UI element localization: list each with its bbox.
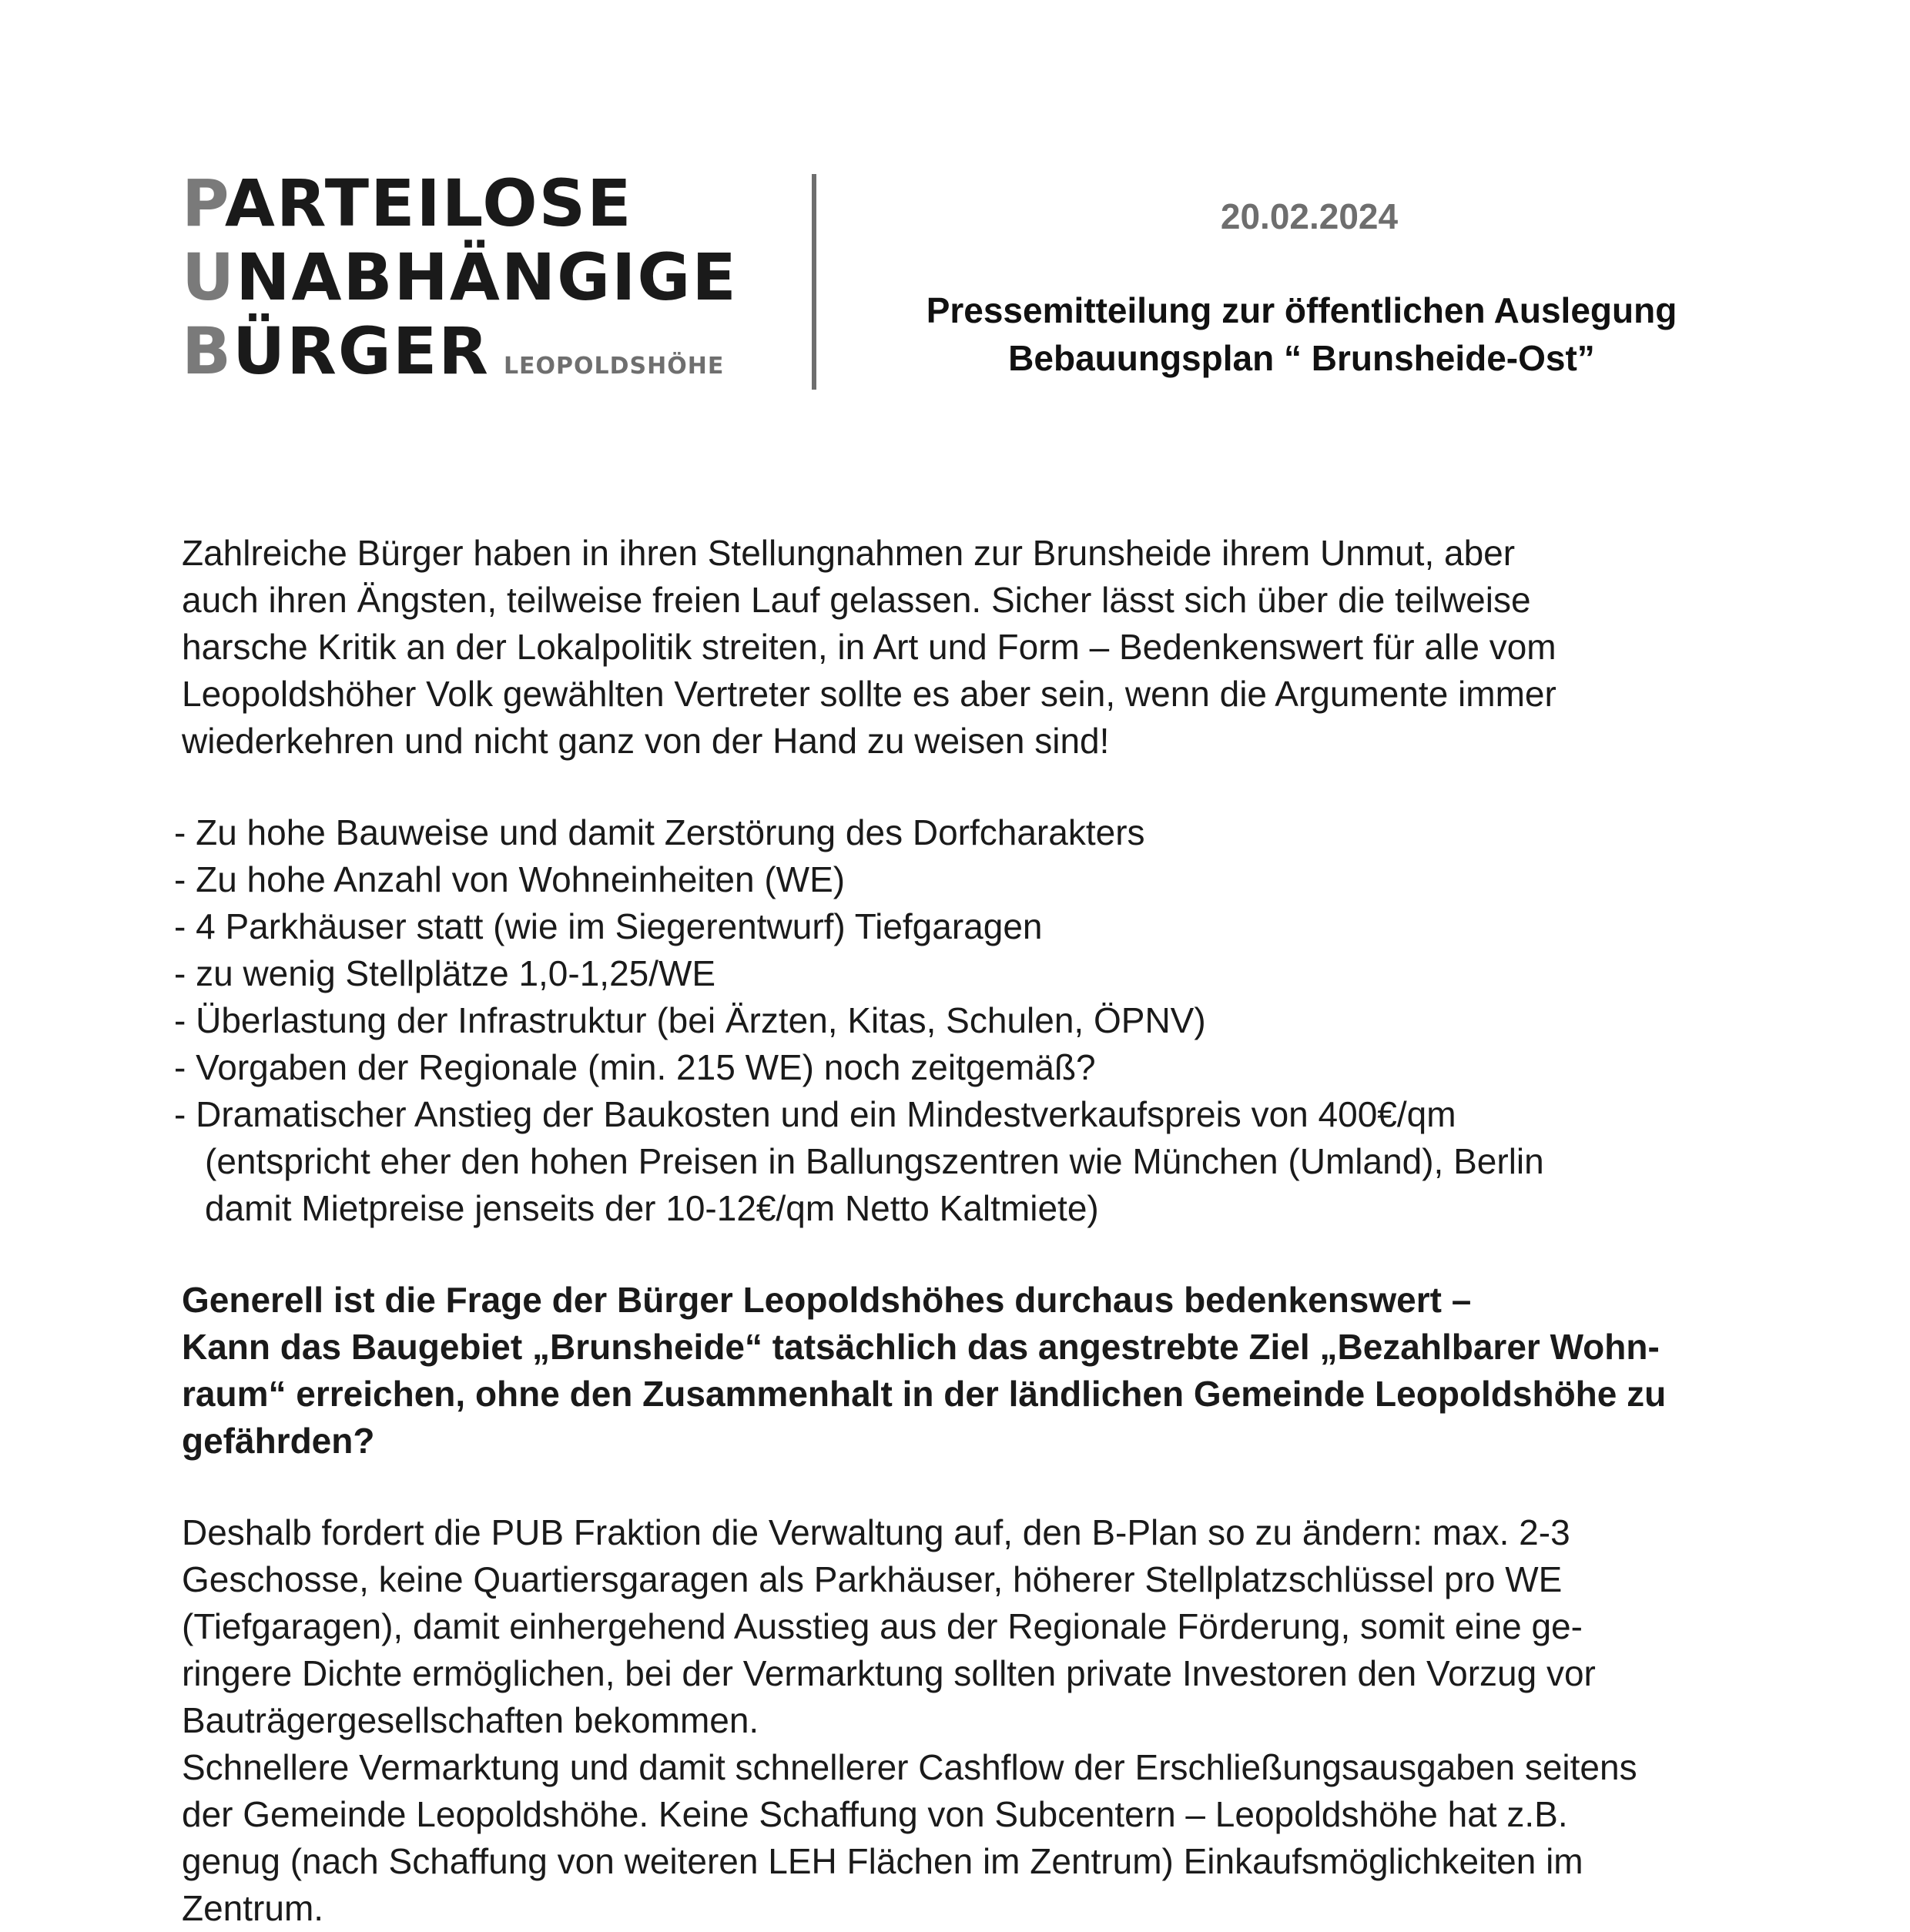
question-paragraph <box>182 1277 1753 1465</box>
intro-line: Leopoldshöher Volk gewählten Vertreter sollte es aber sein, wenn die Argumente immer <box>182 674 1556 714</box>
demands-line: (Tiefgaragen), damit einhergehend Ausstieg aus der Regionale Förderung, somit eine ge- <box>182 1606 1583 1646</box>
logo-line-3 <box>182 313 738 393</box>
logo-line-2 <box>182 239 738 319</box>
press-date: 20.02.2024 <box>1220 196 1399 236</box>
press-title <box>863 286 1741 382</box>
question-line: Generell ist die Frage der Bürger Leopoldshöhes durchaus bedenkenswert – <box>182 1280 1472 1320</box>
logo-initial-u: U <box>182 239 236 315</box>
intro-line: auch ihren Ängsten, teilweise freien Lauf gelassen. Sicher lässt sich über die teilweise <box>182 580 1531 620</box>
list-item: - 4 Parkhäuser statt (wie im Siegerentwurf) Tiefgaragen <box>174 906 1043 946</box>
list-item: - Zu hohe Anzahl von Wohneinheiten (WE) <box>174 859 846 899</box>
press-title-line-1: Pressemitteilung zur öffentlichen Auslegung <box>926 290 1677 330</box>
press-body <box>174 530 1753 1932</box>
list-item: - Überlastung der Infrastruktur (bei Ärzten, Kitas, Schulen, ÖPNV) <box>174 1000 1206 1040</box>
question-line: gefährden? <box>182 1421 375 1461</box>
intro-paragraph <box>182 530 1753 765</box>
demands-line: Schnellere Vermarktung und damit schnellerer Cashflow der Erschließungsausgaben seitens <box>182 1747 1637 1787</box>
demands-line: genug (nach Schaffung von weiteren LEH Flächen im Zentrum) Einkaufsmöglichkeiten im <box>182 1841 1583 1881</box>
demands-line: ringere Dichte ermöglichen, bei der Vermarktung sollten private Investoren den Vorzug vor <box>182 1653 1596 1693</box>
list-item-continuation: damit Mietpreise jenseits der 10-12€/qm Netto Kaltmiete) <box>205 1188 1099 1228</box>
list-item-continuation: (entspricht eher den hohen Preisen in Ballungszentren wie München (Umland), Berlin <box>205 1141 1544 1181</box>
demands-line: Zentrum. <box>182 1888 324 1928</box>
intro-line: harsche Kritik an der Lokalpolitik streiten, in Art und Form – Bedenkenswert für alle vom <box>182 627 1556 667</box>
press-title-line-2: Bebauungsplan “ Brunsheide-Ost” <box>1008 338 1595 378</box>
intro-line: wiederkehren und nicht ganz von der Hand zu weisen sind! <box>182 721 1110 761</box>
demands-paragraph <box>182 1509 1753 1932</box>
party-logo <box>182 166 738 393</box>
logo-word-buerger: ÜRGER <box>233 313 490 389</box>
criticism-list <box>174 809 1753 1232</box>
list-item: - Zu hohe Bauweise und damit Zerstörung des Dorfcharakters <box>174 812 1145 852</box>
logo-word-parteilose: ARTEILOSE <box>224 166 633 241</box>
logo-location: LEOPOLDSHÖHE <box>503 353 725 380</box>
demands-line: Geschosse, keine Quartiersgaragen als Parkhäuser, höherer Stellplatzschlüssel pro WE <box>182 1559 1563 1599</box>
logo-line-1 <box>182 166 738 245</box>
header-divider <box>812 174 816 390</box>
list-item: - Dramatischer Anstieg der Baukosten und ein Mindestverkaufspreis von 400€/qm <box>174 1094 1456 1134</box>
demands-line: der Gemeinde Leopoldshöhe. Keine Schaffung von Subcentern – Leopoldshöhe hat z.B. <box>182 1794 1568 1834</box>
logo-initial-b: B <box>182 313 233 389</box>
question-line: raum“ erreichen, ohne den Zusammenhalt in der ländlichen Gemeinde Leopoldshöhe zu <box>182 1374 1667 1414</box>
list-item: - zu wenig Stellplätze 1,0-1,25/WE <box>174 953 716 993</box>
logo-initial-p: P <box>182 166 225 241</box>
logo-word-unabhaengige: NABHÄNGIGE <box>236 239 738 315</box>
question-line: Kann das Baugebiet „Brunsheide“ tatsächlich das angestrebte Ziel „Bezahlbarer Wohn- <box>182 1327 1660 1367</box>
demands-line: Bauträgergesellschaften bekommen. <box>182 1700 759 1740</box>
intro-line: Zahlreiche Bürger haben in ihren Stellungnahmen zur Brunsheide ihrem Unmut, aber <box>182 533 1516 573</box>
list-item: - Vorgaben der Regionale (min. 215 WE) noch zeitgemäß? <box>174 1047 1096 1087</box>
demands-line: Deshalb fordert die PUB Fraktion die Verwaltung auf, den B-Plan so zu ändern: max. 2-3 <box>182 1512 1570 1552</box>
